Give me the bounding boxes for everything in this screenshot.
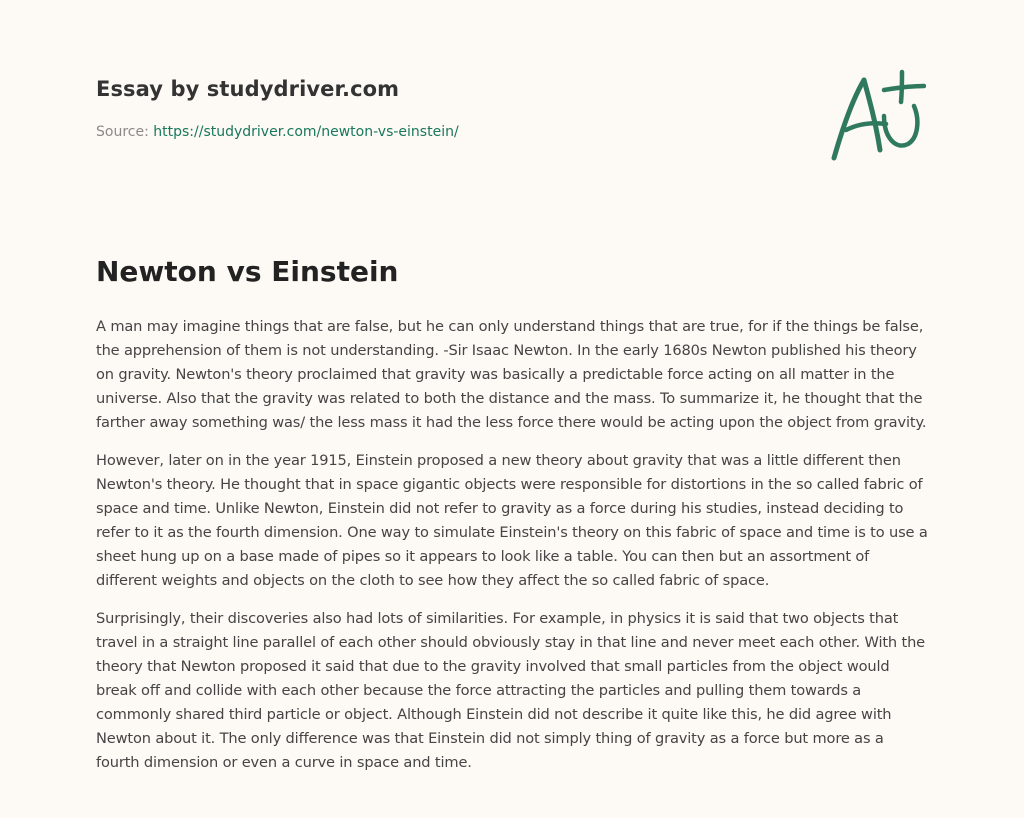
essay-page — [96, 0, 928, 818]
essay-title: Newton vs Einstein — [96, 255, 399, 288]
site-title: Essay by studydriver.com — [96, 77, 400, 101]
essay-paragraph: However, later on in the year 1915, Einstein proposed a new theory about gravity that was a little different then Newton's theory. He thought that in space gigantic objects were responsible for distortions in the so called fabric of space and time. Unlike Newton, Einstein did not refer to gravity as a force during his studies, instead deciding to refer to it as the fourth dimension. One way to simulate Einstein's theory on this fabric of space and time is to use a sheet hung up on a base made of pipes so it appears to look like a table. You can then but an assortment of different weights and objects on the cloth to see how they affect the so called fabric of space. — [96, 452, 928, 589]
source-link[interactable]: https://studydriver.com/newton-vs-einstein/ — [153, 124, 459, 140]
essay-paragraph: A man may imagine things that are false, but he can only understand things that are true, for if the things be false, the apprehension of them is not understanding. -Sir Isaac Newton. In the early 1680s Newton published his theory on gravity. Newton's theory proclaimed that gravity was basically a predictable force acting on all matter in the universe. Also that the gravity was related to both the distance and the mass. To summarize it, he thought that the farther away something was/ the less mass it had the less force there would be acting upon the object from gravity. — [96, 318, 927, 431]
essay-paragraph: Surprisingly, their discoveries also had lots of similarities. For example, in physics it is said that two objects that travel in a straight line parallel of each other should obviously stay in that line and never meet each other. With the theory that Newton proposed it said that due to the gravity involved that small particles from the object would break off and collide with each other because the force attracting the particles and pulling them towards a commonly shared third particle or object. Although Einstein did not describe it quite like this, he did agree with Newton about it. The only difference was that Einstein did not simply thing of gravity as a force but more as a fourth dimension or even a curve in space and time. — [96, 610, 926, 771]
a-plus-logo-icon — [826, 68, 926, 164]
essay-body — [96, 315, 928, 789]
source-line — [96, 124, 459, 140]
source-label: Source: — [96, 124, 149, 140]
